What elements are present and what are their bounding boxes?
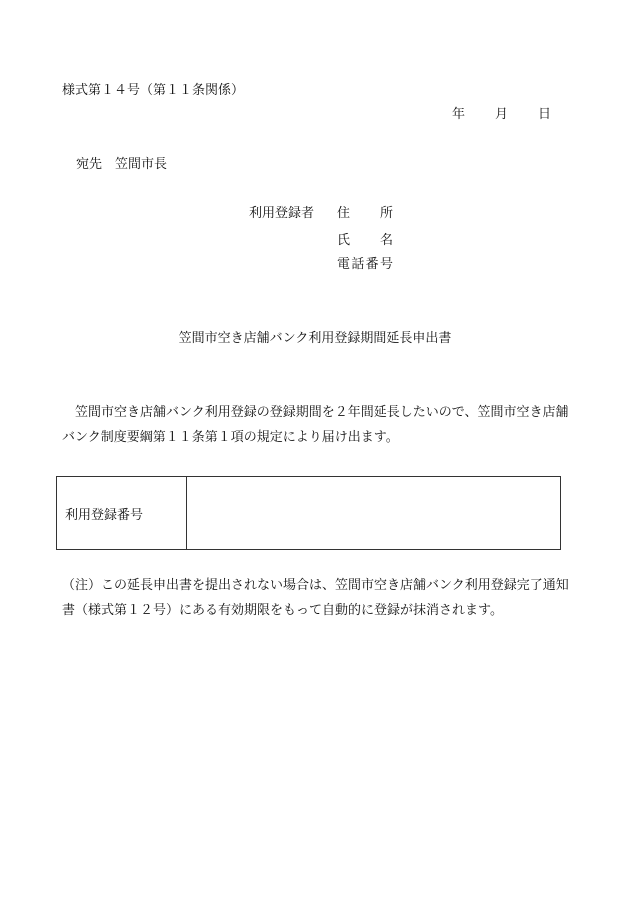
date-day: 日 xyxy=(538,107,552,122)
address-field-label xyxy=(337,205,393,223)
addressee: 宛先 笠間市長 xyxy=(76,157,168,172)
date-year: 年 xyxy=(452,107,466,122)
body-paragraph: 笠間市空き店舗バンク利用登録の登録期間を２年間延長したいので、笠間市空き店舗バンク制度要綱第１１条第１項の規定により届け出ます。 xyxy=(62,405,569,445)
document-title: 笠間市空き店舗バンク利用登録期間延長申出書 xyxy=(178,331,452,346)
phone-field-label xyxy=(337,256,393,274)
registration-number-table xyxy=(56,476,561,550)
registrant-label: 利用登録者 xyxy=(249,206,315,221)
date-month: 月 xyxy=(495,107,509,122)
note-paragraph: （注）この延長申出書を提出されない場合は、笠間市空き店舗バンク利用登録完了通知書（様式第１２号）にある有効期限をもって自動的に登録が抹消されます。 xyxy=(62,578,569,618)
form-number: 様式第１４号（第１１条関係） xyxy=(62,83,245,98)
registration-number-label: 利用登録番号 xyxy=(57,477,187,549)
name-label: 氏名 xyxy=(337,233,393,248)
date-line xyxy=(452,106,551,124)
registration-number-value[interactable] xyxy=(187,477,560,549)
name-field-label xyxy=(337,232,393,250)
address-label: 住所 xyxy=(337,206,393,221)
phone-label: 電話番号 xyxy=(337,257,393,272)
